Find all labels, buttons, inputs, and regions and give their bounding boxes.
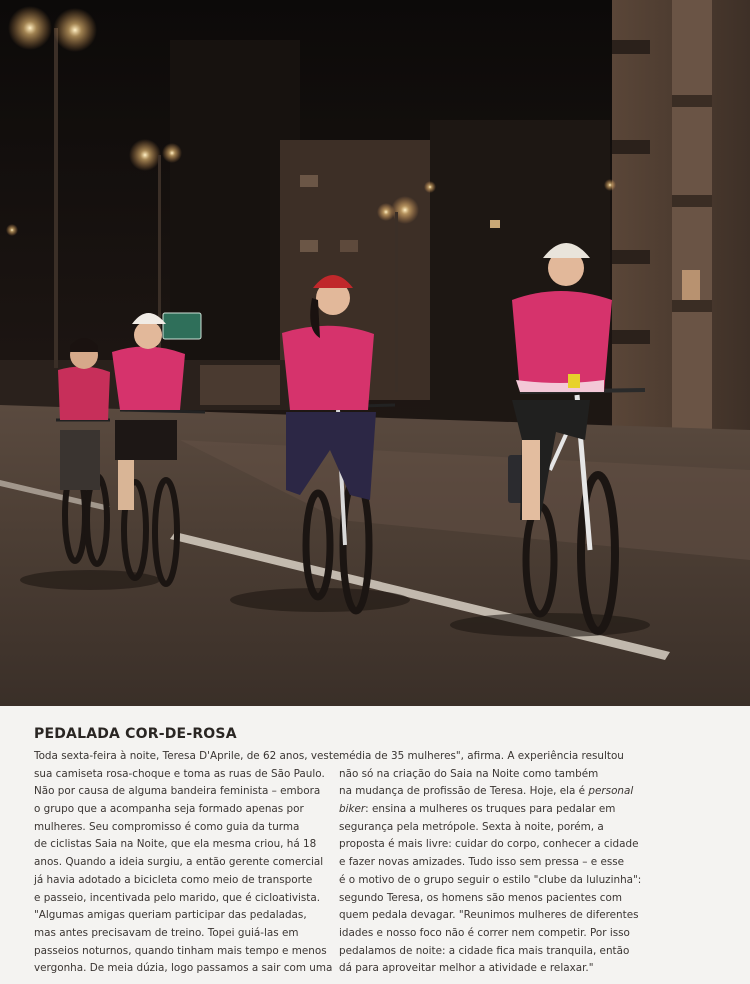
text-line: anos. Quando a ideia surgiu, a então gerente comercial — [34, 856, 324, 869]
text-line: proposta é mais livre: cuidar do corpo, conhecer a cidade — [339, 838, 639, 851]
text-line: vergonha. De meia dúzia, logo passamos a sair com uma — [34, 962, 333, 975]
text-line: idades e nosso foco não é correr nem competir. Por isso — [339, 926, 630, 939]
text-line: mulheres. Seu compromisso é como guia da turma — [34, 820, 300, 833]
text-line: quem pedala devagar. "Reunimos mulheres de diferentes — [339, 909, 639, 922]
text-line: segundo Teresa, os homens são menos pacientes com — [339, 891, 622, 904]
text-line: e passeio, incentivada pelo marido, que é cicloativista. — [34, 891, 321, 904]
article-column-2 — [339, 748, 642, 978]
text-segment: : ensina a mulheres os truques para pedalar em — [365, 803, 616, 816]
text-line: o grupo que a acompanha seja formado apenas por — [34, 803, 304, 816]
text-line: de ciclistas Saia na Noite, que ela mesma criou, há 18 — [34, 838, 317, 851]
text-line — [339, 783, 639, 801]
text-line: mas antes precisavam de treino. Topei guiá-las em — [34, 926, 299, 939]
text-line: é o motivo de o grupo seguir o estilo "clube da luluzinha": — [339, 873, 642, 886]
text-segment: na mudança de profissão de Teresa. Hoje, ela é — [339, 785, 586, 798]
article — [0, 706, 750, 984]
text-line: não só na criação do Saia na Noite como também — [339, 767, 599, 780]
road — [0, 405, 750, 706]
italic-term: personal — [588, 785, 634, 798]
text-line: sua camiseta rosa-choque e toma as ruas de São Paulo. — [34, 767, 325, 780]
text-line: e fazer novas amizades. Tudo isso sem pressa – e esse — [339, 856, 625, 869]
text-line: segurança pela metrópole. Sexta à noite, porém, a — [339, 820, 604, 833]
article-title: PEDALADA COR-DE-ROSA — [34, 726, 237, 742]
text-line — [339, 801, 639, 819]
text-line: passeios noturnos, quando tinham mais tempo e menos — [34, 944, 327, 957]
text-line: média de 35 mulheres", afirma. A experiência resultou — [339, 750, 624, 762]
text-line: "Algumas amigas queriam participar das pedaladas, — [34, 909, 307, 922]
text-line: Toda sexta-feira à noite, Teresa D'Aprile, de 62 anos, veste — [34, 750, 340, 762]
text-line: dá para aproveitar melhor a atividade e relaxar." — [339, 962, 594, 975]
road-sign — [163, 313, 201, 339]
article-column-1 — [34, 748, 340, 978]
text-line: já havia adotado a bicicleta como meio de transporte — [34, 873, 313, 886]
italic-term: biker — [339, 803, 366, 816]
text-line: Não por causa de alguma bandeira feminista – embora — [34, 785, 321, 798]
text-line: pedalamos de noite: a cidade fica mais tranquila, então — [339, 944, 630, 957]
